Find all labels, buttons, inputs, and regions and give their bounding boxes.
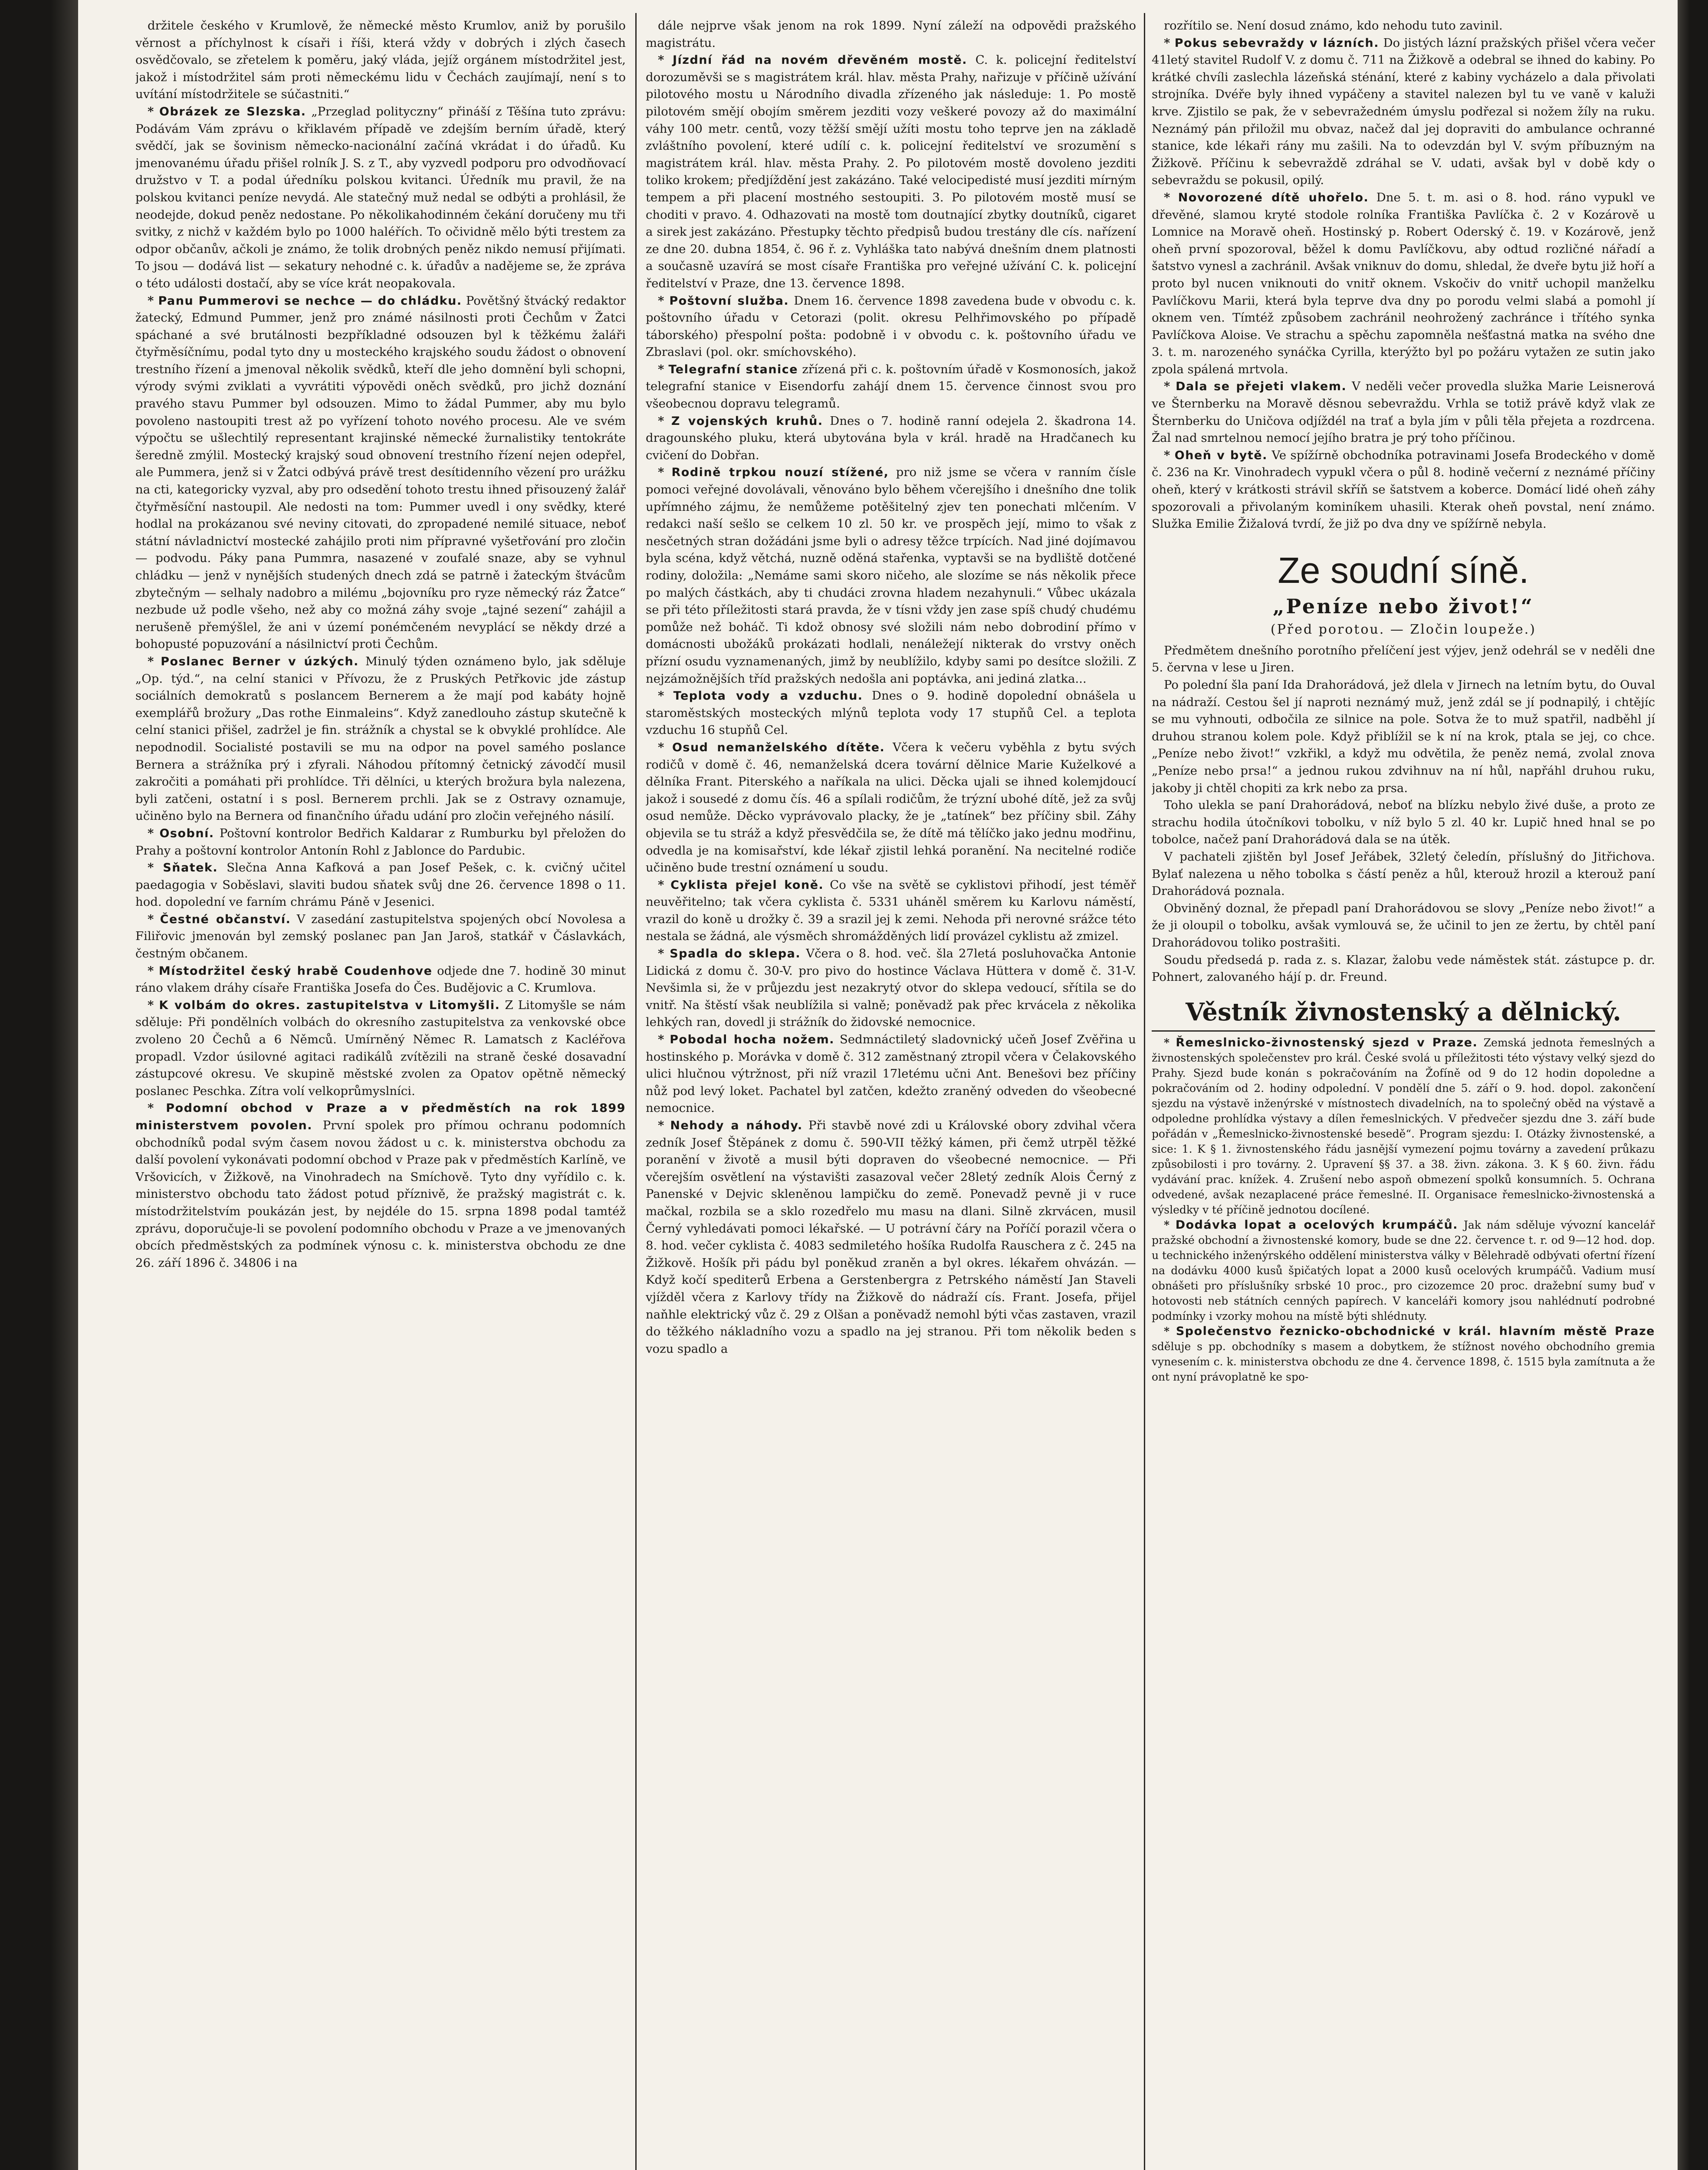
item-title: Panu Pummerovi se nechce — do chládku. [158, 294, 462, 308]
item-title: Řemeslnicko-živnostenský sjezd v Praze. [1176, 1036, 1478, 1049]
item-text: Obviněný doznal, že přepadl paní Drahorádovou se slovy „Peníze nebo život!“ a že ji oloupil o tobolku, avšak vymlouvá se, že učinil to jen ze žertu, by chtěl paní Drahorádovou toliko postrašiti. [1152, 901, 1655, 950]
item-text: Při stavbě nové zdi u Královské obory zdvihal včera zedník Josef Štěpánek z domu č. 590-VII těžký kámen, při čemž utrpěl těžké poranění v životě a musil býti dopraven do všeobecné nemocnice. — Při včerejším osvětlení na výstavišti zasazoval večer 28letý zedník Alois Černý z Panenské v Dejvic skleněnou lampičku do země. Ponevadž pevně ji v ruce mačkal, rozbila se a sklo rozedřelo mu masu na dlani. Silně zkrvácen, musil Černý vyhledávati pomoci lékařské. — U potrávní čáry na Poříčí porazil včera o 8. hod. večer cyklista č. 4083 sedmiletého hošíka Rudolfa Rauschera z č. 245 na Žižkově. Hošík při pádu byl poněkud zraněn a byl okres. lékařem ohvázán. — Když kočí spediterů Erbena a Gerstenbergra z Petrského náměstí Jan Staveli vjížděl včera z Karlovy třídy na Žižkově do nádraží cís. Frant. Josefa, přijel naňhle elektrický vůz č. 29 z Olšan a poněvadž nemohl býti včas zastaven, vrazil do těžkého nákladního vozu a spadlo na jej stranou. Při tom několik beden s vozu spadlo a [646, 1118, 1136, 1356]
paragraph [135, 17, 626, 103]
item-text: Včera k večeru vyběhla z bytu svých rodičů v domě č. 46, nemanželská dcera tovární dělnice Marie Kuželkové a dělníka Frant. Piterského a naříkala na ulici. Děcka ujali se ihned kolemjdoucí jakož i sousedé z domu čís. 46 a spílali rodičům, že trýzní ubohé dítě, jež za svůj osud nemůže. Děcko vyprávovalo placky, že je „tatínek“ bez příčiny sbil. Záhy objevila se tu stráž a když přesvědčila se, že dítě má tělíčko jako jednu modřinu, odvedla je na komisařství, kde lékař zjistil lehká poranění. Na necitelné rodiče učiněno bude trestní oznámení u soudu. [646, 740, 1136, 875]
item-text: Včera o 8. hod. več. šla 27letá posluhovačka Antonie Lidická z domu č. 30-V. pro pivo do hostince Václava Hüttera v domě č. 31-V. Nevšimla si, že v průjezdu jest nezakrytý otvor do sklepa vedoucí, sřítila se do vnitř. Na štěstí však neublížila si valně; poněvadž pak přec krvácela z několika lehkých ran, dovedl ji strážník do židovské nemocnice. [646, 947, 1136, 1029]
item-bullet-star: * [1164, 448, 1175, 462]
news-item [646, 293, 1136, 361]
scan-left-margin [0, 0, 78, 2170]
item-text: V zasedání zastupitelstva spojených obcí Novolesa a Filiřovic jmenován byl zemský poslanec pan Jan Jaroš, statkář v Čáslavkách, čestným občanem. [135, 912, 626, 961]
news-item [646, 945, 1136, 1031]
news-item [1152, 189, 1655, 378]
item-title: Osud nemanželského dítěte. [672, 740, 885, 754]
column-rule [635, 13, 637, 2170]
paragraph [646, 17, 1136, 52]
news-item [135, 997, 626, 1100]
item-text: Dnes o 9. hodině dopolední obnášela u staroměstských mosteckých mlýnů teplota vody 17 stupňů Cel. a teplota vzduchu 16 stupňů Cel. [646, 689, 1136, 737]
item-title: Jízdní řád na novém dřevěném mostě. [672, 53, 968, 67]
item-title: Teplota vody a vzduchu. [673, 689, 863, 703]
item-title: Pokus sebevraždy v lázních. [1174, 36, 1380, 50]
item-bullet-star: * [148, 861, 163, 875]
news-item [1152, 447, 1655, 533]
column-3 [1152, 17, 1655, 2170]
item-bullet-star: * [148, 998, 159, 1012]
item-title: Oheň v bytě. [1174, 448, 1268, 462]
paragraph [1152, 797, 1655, 848]
item-bullet-star: * [658, 414, 671, 428]
item-text: Soudu předsedá p. rada z. s. Klazar, žalobu vede náměstek stát. zástupce p. dr. Pohnert, zalovaného hájí p. dr. Freund. [1152, 953, 1655, 984]
column-2 [646, 17, 1136, 2170]
news-item [1152, 35, 1655, 189]
news-item [135, 859, 626, 911]
item-text: V neděli večer provedla služka Marie Leisnerová ve Šternberku na Moravě děsnou sebevraždu. Vrhla se totiž právě když vlak ze Šternberku do Uničova odjíždél na trať a byla jím v půli těla přejeta a rozdrcena. Žal nad smrtelnou nemocí jejího bratra je prý toho příčinou. [1152, 379, 1655, 445]
news-item [1152, 1035, 1655, 1217]
news-item [1152, 378, 1655, 447]
news-item [646, 1117, 1136, 1358]
item-text: Toho ulekla se paní Drahorádová, neboť na blízku nebylo živé duše, a proto ze strachu hodila útočníkovi tobolku, v níž bylo 5 zl. 40 kr. Lupič hned hnal se po tobolce, načež paní Drahorádová dala se na útěk. [1152, 798, 1655, 847]
article-headline: „Peníze nebo život!“ [1273, 594, 1534, 618]
item-bullet-star: * [148, 104, 160, 118]
news-item [135, 293, 626, 653]
section-heading: Věstník živnostenský a dělnický. [1152, 996, 1655, 1032]
item-text: držitele českého v Krumlově, že německé město Krumlov, aniž by porušilo věrnost a příchylnost k císaři i říši, která vždy v dobrých i zlých časech osvědčovalo, se zřetelem k poměru, jaký vláda, jejíž orgánem místodržitel jest, jakož i místodržitel sám proti německému lidu v Čechách zaujímají, není s to uvítání místodržitele se súčastniti.“ [135, 19, 626, 102]
item-title: Sňatek. [163, 861, 218, 875]
item-bullet-star: * [658, 878, 671, 892]
item-bullet-star: * [148, 912, 160, 926]
paragraph [1152, 642, 1655, 677]
item-title: Poštovní služba. [669, 294, 789, 308]
paragraph [1152, 677, 1655, 797]
item-text: Předmětem dnešního porotního přelíčení jest výjev, jenž odehrál se v neděli dne 5. června v lese u Jiren. [1152, 643, 1655, 675]
news-item [646, 739, 1136, 877]
item-bullet-star: * [148, 293, 158, 308]
item-title: K volbám do okres. zastupitelstva v Litomyšli. [159, 998, 500, 1012]
item-bullet-star: * [658, 465, 672, 480]
section-heading: Ze soudní síně. [1278, 549, 1529, 591]
item-text: Povětšný štvácký redaktor žatecký, Edmund Pummer, jenž pro známé násilnosti proti Čechům v Žatci spáchané a své brutálnosti bezpříkladné odsouzen byl k těžkému žaláři čtyřměsíčnímu, podal tyto dny u mosteckého krajského soudu žádost o obnovení trestního řízení a jmenoval několik svědků, kteří dle jeho domnění byli schopni, výrody svými zviklati a vyvrátiti výpovědi oněch svědků, pro jichž doznání pravého stavu Pummer byl odsouzen. Mimo to žádal Pummer, aby mu bylo povoleno nastoupiti trest až po vyřízení tohoto nového procesu. Ale ve svém výpočtu se ušlechtilý representant krajinské německé žurnalistiky tentokráte šeredně zmýlil. Mostecký krajský soud obnovení trestního řízení nejen odepřel, ale Pummera, jenž si v Žatci odbývá právě trest desítidenního vězení pro urážku na cti, kategoricky vyzval, aby pro odsedění tohoto trestu ihned přisouzený žalář čtyřměsíční nastoupil. Ale nedosti na tom: Pummer uvedl i ony svědky, které hodlal na prokázanou své neviny citovati, do zpropadené nemilé situace, neboť státní návladnictví mostecké zahájilo proti nim přípravné vyšetřování pro zločin — podvodu. Páky pana Pummra, nasazené v zoufalé snaze, aby se vyhnul chládku — jenž v nynějších studených dnech zdá se patrně i žateckým štvácům zbytečným — selhaly nadobro a milému „bojovníku pro ryze německý ráz Žatce“ nezbude už podle všeho, než aby co možná záhy svoje „tajné sezení“ zahájil a nerušeně přemýšlel, že ani v území ponémčeném nevyplácí se někdy drzé a bohopusté popuzování a násilnictví proti Čechům. [135, 293, 626, 651]
column-rule [1144, 13, 1145, 2170]
item-bullet-star: * [658, 362, 669, 376]
item-text: Ve spížírně obchodníka potravinami Josefa Brodeckého v domě č. 236 na Kr. Vinohradech vypukl včera o půl 8. hodině večerní z neznámé příčiny oheň, který v krátkosti strávil skříň se šatstvem a koberce. Domácí lidé oheň záhy spozorovali a přivolaným kominíkem uhasili. Kterak oheň povstal, není známo. Služka Emilie Žižalová tvrdí, že již po dva dny ve spížírně nebyla. [1152, 448, 1655, 531]
item-title: Nehody a náhody. [670, 1119, 803, 1132]
item-title: Dala se přejeti vlakem. [1176, 380, 1347, 394]
news-item [646, 1031, 1136, 1117]
item-text: V pachateli zjištěn byl Josef Jeřábek, 32letý čeledín, příslušný do Jitřichova. Bylať nalezena u něho tobolka s částí peněz a hůl, kterouž hrozil a kterouž paní Drahorádová poznala. [1152, 849, 1655, 898]
item-text: sděluje s pp. obchodníky s masem a dobytkem, že stížnost nového obchodního gremia vynesením c. k. ministerstva obchodu ze dne 4. července 1898, č. 1515 byla zamítnuta a že ont nyní právoplatně ke spo- [1152, 1340, 1655, 1383]
item-bullet-star: * [658, 1118, 670, 1132]
news-item [135, 911, 626, 963]
item-title: Podomní obchod v Praze a v předměstích na rok 1899 ministerstvem povolen. [135, 1101, 626, 1132]
news-item [646, 464, 1136, 687]
item-title: Spadla do sklepa. [670, 947, 801, 961]
paragraph [1152, 848, 1655, 900]
item-bullet-star: * [1164, 190, 1178, 204]
item-bullet-star: * [1164, 1325, 1176, 1338]
news-item [1152, 1324, 1655, 1384]
article-kicker: (Před porotou. — Zločin loupeže.) [1271, 621, 1536, 637]
news-item [135, 103, 626, 293]
item-bullet-star: * [1164, 379, 1176, 394]
item-text: Dnes o 7. hodině ranní odejela 2. škadrona 14. dragounského pluku, která ubytována byla v král. hradě na Hradčanech ku cvičení do Dobřan. [646, 414, 1136, 462]
item-text: Slečna Anna Kafková a pan Josef Pešek, c. k. cvičný učitel paedagogia v Soběslavi, slaviti budou sňatek svůj dne 26. července 1898 o 11. hod. dopolední ve farním chrámu Páně v Jesenici. [135, 861, 626, 909]
news-item [135, 963, 626, 997]
item-title: Místodržitel český hrabě Coudenhove [158, 964, 433, 978]
item-text: První spolek pro přímou ochranu podomních obchodníků podal svým časem novou žádost u c. k. ministerstva obchodu za další povolení vykonávati podomní obchod v Praze pak v předměstích Karlíně, ve Vršovicích, v Žižkově, na Vinohradech na Smíchově. Tyto dny vyřídilo c. k. ministerstvo obchodu tato žádost potud příznivě, že pražský magistrát c. k. místodržitelstvím poukázán jest, by nejdéle do 15. srpna 1898 podal tamtéž zprávu, doporučuje-li se povolení podomního obchodu v Praze a ve jmenovaných obcích předměstských za podmínek výnosu c. k. ministerstva obchodu ze dne 26. září 1896 č. 34806 i na [135, 1118, 626, 1270]
news-item [646, 877, 1136, 945]
item-title: Cyklista přejel koně. [670, 878, 824, 892]
item-text: zřízená při c. k. poštovním úřadě v Kosmonosích, jakož telegrafní stanice v Eisendorfu zahájí dnem 15. července činnost svou pro všeobecnou dopravu telegramů. [646, 362, 1136, 411]
news-item [1152, 1217, 1655, 1324]
scan-right-margin [1678, 0, 1708, 2170]
item-text: rozřítilo se. Není dosud známo, kdo nehodu tuto zavinil. [1164, 19, 1503, 33]
item-title: Společenstvo řeznicko-obchodnické v král. hlavním městě Praze [1176, 1324, 1655, 1338]
item-text: dále nejprve však jenom na rok 1899. Nyní záleží na odpovědi pražského magistrátu. [646, 19, 1136, 50]
item-title: Poslanec Berner v úzkých. [161, 654, 359, 668]
item-text: Sedmnáctiletý sladovnický učeň Josef Zvěřina u hostinského p. Morávka v domě č. 312 zaměstnaný ztropil včera v Čelakovského ulici hlučnou výtržnost, při níž vrazil 17letému učni Ant. Benešovi bez příčiny nůž pod levý loket. Pachatel byl zatčen, kdežto zraněný odveden do všeobecné nemocnice. [646, 1032, 1136, 1115]
paragraph [1152, 952, 1655, 986]
item-bullet-star: * [658, 947, 670, 961]
item-title: Novorozené dítě uhořelo. [1178, 191, 1369, 204]
news-item [135, 653, 626, 825]
news-item [135, 1100, 626, 1272]
item-title: Čestné občanství. [160, 912, 291, 926]
item-title: Pobodal hocha nožem. [670, 1033, 835, 1047]
news-item [646, 361, 1136, 413]
item-title: Obrázek ze Slezska. [159, 105, 306, 118]
item-text: pro niž jsme se včera v ranním čísle pomoci veřejné dovolávali, věnováno bylo během včerejšího i dnešního dne tolik upřímného zájmu, že nemůžeme potěšitelný zjev ten ponechati mlčením. V redakci naší sešlo se celkem 10 zl. 50 kr. ve prospěch její, mimo to však z nesčetných stran dožádáni jsme byli o adresy těžce trpících. Nad jiné dojímavou byla scéna, když větchá, nuzně oděná stařenka, vyptavši se na bydliště dotčené rodiny, doložila: „Nemáme sami skoro ničeho, ale slozíme se nás několik přece po malých částkách, aby ti chudáci zrovna hladem nezahynuli.“ Vůbec ukázala se při této příležitosti stará pravda, že v tísni vždy jen zase spíš chudý chudému pomůže než boháč. Ti kdož obnosy své složili nám nebo dobrodiní přímo v domácnosti ubožáků prokázati hodlali, nenáležejí nikterak do vrstvy oněch přízní osudu vyznamenaných, jimž by neublížilo, kdyby sami po desítce složili. Z nejzámožnějších tříd pražských nedošla ani poptávka, ani jediná zlatka... [646, 465, 1136, 686]
item-text: C. k. policejní ředitelství dorozuměvši se s magistrátem král. hlav. města Prahy, nařizuje v příčině užívání pilotového mostu u Národního divadla zřízeného jak následuje: 1. Po mostě pilotovém smějí obojím směrem jezditi vozy veškeré povozy až do maximální váhy 100 metr. centů, vozy těžší smějí užíti mostu toho teprve jen na základě zvláštního povolení, které udílí c. k. policejní ředitelství ve srozumění s magistrátem král. hlav. města Prahy. 2. Po pilotovém mostě dovoleno jezditi toliko krokem; předjíždění jest zakázáno. Také velocipedisté musí jezditi mírným tempem a při placení mostného sestoupiti. 3. Po pilotovém mostě musí se choditi v pravo. 4. Odhazovati na mostě tom doutnající zbytky doutníků, cigaret a sirek jest zakázáno. Přestupky těchto předpisů budou trestány dle cís. nařízení ze dne 20. dubna 1854, č. 96 ř. z. Vyhláška tato nabývá dnešním dnem platnosti a současně uzavírá se most císaře Františka pro veřejné užívání C. k. policejní ředitelství v Praze, dne 13. července 1898. [646, 53, 1136, 290]
item-text: Z Litomyšle se nám sděluje: Při pondělních volbách do okresního zastupitelstva za venkovské obce zvoleno 20 Čechů a 6 Němců. Umírněný Němec R. Lamatsch z Kacléřova propadl. Vzdor úsilovné agitaci radikálů zvítězili na straně české dosavadní zástupcové okresu. Ve skupině městské zvolen za Opatov opětně německý poslanec Peschka. Zítra volí velkoprůmyslníci. [135, 998, 626, 1098]
item-bullet-star: * [148, 826, 160, 840]
item-bullet-star: * [658, 689, 673, 703]
item-text: odjede dne 7. hodině 30 minut ráno vlakem dráhy císaře Františka Josefa do Čes. Budějovic a C. Krumlova. [135, 963, 626, 995]
item-bullet-star: * [148, 1101, 166, 1115]
paragraph [1152, 900, 1655, 952]
item-bullet-star: * [658, 740, 672, 754]
item-text: Do jistých lázní pražských přišel včera večer 41letý stavitel Rudolf V. z domu č. 711 na Žižkově a odebral se ihned do kabiny. Po krátké chvíli zaslechla lázeňská sténání, které z kabiny vycházelo a dala přivolati strojníka. Dvéře byly ihned vypáčeny a stavitel nalezen byl tu ve vaně v kaluži krve. Zjistilo se pak, že v sebevražedném úmyslu podřezal si nožem žíly na ruku. Neznámý pán přiložil mu obvaz, načež dal jej dopraviti do ambulance ochranné stanice, kde lékaři rány mu zašili. Na to odevzdán byl V. svým příbuzným na Žižkově. Příčinu k sebevraždě zdráhal se V. udati, avšak byl v době kdy o sebevraždu se pokusil, opilý. [1152, 36, 1655, 187]
item-bullet-star: * [658, 53, 673, 67]
news-item [646, 687, 1136, 739]
item-title: Telegrafní stanice [668, 362, 798, 376]
item-text: Poštovní kontrolor Bedřich Kaldarar z Rumburku byl přeložen do Prahy a poštovní kontrolor Antonín Rohl z Jablonce do Pardubic. [135, 826, 626, 858]
item-bullet-star: * [148, 654, 161, 668]
item-text: Jak nám sděluje vývozní kancelář pražské obchodní a živnostenské komory, bude se dne 22. července t. r. od 9—12 hod. dop. u technického inženýrského oddělení ministerstva války v Bělehradě odbývati ofertní řízení na dodávku 4000 kusů špičatých lopat a 2000 kusů ocelových krumpáčů. Vadium musí obnášeti pro příslušníky srbské 10 proc., pro cizozemce 20 proc. dražební sumy buď v hotovosti neb státních cenných papírech. V kanceláři komory jsou nahlédnutí podrobné podmínky i vzorky mohou na místě býti shlédnuty. [1152, 1218, 1655, 1322]
item-text: Zemská jednota řemeslných a živnostenských společenstev pro král. České svolá u příležitosti této výstavy velký sjezd do Prahy. Sjezd bude konán s pokračováním na Žofíně od 9 do 12 hodin dopoledne a pokračováním od 2. hodiny odpolední. V pondělí dne 5. září o 9. hod. dopol. zakončení sjezdu na výstavě inženýrské v místnostech divadelních, na to společný oběd na výstavě a odpoledne prohlídka výstavy a dílen řemeslnických. V předvečer sjezdu dne 3. září bude pořádán v „Řemeslnicko-živnostenské besedě“. Program sjezdu: I. Otázky živnostenské, a sice: 1. K § 1. živnostenského řádu jasnější vymezení pojmu továrny a zavedení průkazu způsobilosti i pro továrny. 2. Upravení §§ 37. a 38. živn. zákona. 3. K § 60. živn. řádu vydávání prac. knížek. 4. Zrušení nebo aspoň obmezení spolků konsumních. 5. Ochrana odvedené, avšak nezaplacené práce řemeslné. II. Organisace řemeslnicko-živnostenská a výsledky v té příčině jednotou docílené. [1152, 1036, 1655, 1216]
item-bullet-star: * [658, 293, 670, 308]
item-text: Minulý týden oznámeno bylo, jak sděluje „Op. týd.“, na celní stanici v Přívozu, že z Pruských Petřkovic jde zástup sociálních demokratů s poslancem Bernerem a že mají pod kabáty hojně exemplářů brožury „Das rothe Einmaleins“. Když zanedlouho zástup skutečně k celní stanici přišel, zadržel je fin. strážník a chystal se k obvyklé prohlídce. Ale nepodnodil. Socialisté postavili se mu na odpor na povel samého poslance Bernera a strážníka prý i zfyrali. Náhodou přítomný četnický závodčí musil zakročiti a pomáhati při prohlídce. Tři dělníci, u kterých brožura byla nalezena, byli zatčeni, ostatní i s posl. Bernerem prchli. Jak se z Ostravy oznamuje, učiněno bylo na Bernera od finančního úřadu udání pro zločin veřejného násilí. [135, 654, 626, 823]
item-title: Z vojenských kruhů. [671, 414, 823, 428]
item-bullet-star: * [1164, 1218, 1176, 1231]
item-text: Dnem 16. července 1898 zavedena bude v obvodu c. k. poštovního úřadu v Cetorazi (polit. okresu Pelhřimovského po případě táborského) přespolní pošta: podobně i v obvodu c. k. poštovního úřadu ve Zbraslavi (pol. okr. smíchovského). [646, 293, 1136, 359]
item-bullet-star: * [148, 963, 159, 978]
item-title: Osobní. [159, 826, 214, 840]
item-bullet-star: * [658, 1032, 670, 1047]
item-text: Co vše na světě se cyklistovi přihodí, jest téměř neuvěřitelno; tak včera cyklista č. 5331 uháněl směrem ku Karlovu náměstí, vrazil do koně u drožky č. 39 a srazil jej k zemi. Nehoda při nerovné srážce této nestala se žádná, ale výsměch shromážděných lidí provázel cyklistu až zmizel. [646, 878, 1136, 944]
item-bullet-star: * [1164, 1036, 1176, 1049]
news-item [646, 52, 1136, 292]
paragraph [1152, 17, 1655, 35]
column-1 [135, 17, 626, 2170]
item-text: Dne 5. t. m. asi o 8. hod. ráno vypukl ve dřevěné, slamou kryté stodole rolníka Františka Pavlíčka č. 2 v Kozárově u Lomnice na Moravě oheň. Hostinský p. Robert Oderský č. 19. v Kozárově, jenž oheň první spozoroval, běžel k domu Pavlíčkovu, aby odtud rozličné nářadí a šatstvo vynesl a zachránil. Avšak vniknuv do domu, shledal, že dveře bytu již hoří a proto byl nucen vniknouti do vnitř oknem. Vskočiv do vnitř uchopil manželku Pavlíčkovu Marii, která byla teprve dva dny po porodu velmi slabá a pomohl jí oknem ven. Tímtéž způsobem zachránil neohrožený zachránce i třítého synka Pavlíčkova Aloise. Ve strachu a spěchu zapomněla nešťastná matka na svého dne 3. t. m. narozeného synáčka Cyrilla, kterýžto byl po požáru vytažen ze sutin jako zpola spálená mrtvola. [1152, 190, 1655, 376]
item-title: Dodávka lopat a ocelových krumpáčů. [1175, 1218, 1458, 1232]
item-bullet-star: * [1164, 36, 1175, 50]
item-text: „Przeglad polityczny“ přináší z Těšína tuto zprávu: Podávám Vám zprávu o křiklavém případě ve zdejším berním úřadě, který svědčí, jak se šovinism německo-nacionální začíná vkrádat i do úřadů. Ku jmenovanému úřadu přišel rolník J. S. z T., aby vyzvedl podporu pro odvodňovací družstvo v T. a podal úředníku polskou kvitanci. Úředník mu pravil, že na polskou kvitanci peníze nevydá. Ale statečný muž nedal se odbýti a prohlásil, že neodejde, dokud peněz nedostane. Po několikahodinném čekání doručeny mu tři svitky, z nichž v každém bylo po 1000 haléřích. To očividně mělo býti trestem za odpor občanův, ačkoli je známo, že tolik drobných peněz nikdo nemusí přijímati. To jsou — dodává list — sekatury nehodné c. k. úřadův a nadějeme se, že zpráva o této události dostačí, aby se více krát neopakovala. [135, 104, 626, 290]
item-title: Rodině trpkou nouzí stížené, [671, 466, 889, 480]
news-item [646, 413, 1136, 464]
news-item [135, 825, 626, 859]
item-text: Po polední šla paní Ida Drahorádová, jež dlela v Jirnech na letním bytu, do Ouval na nádraží. Cestou šel jí naproti neznámý muž, jenž zdál se jí podnapilý, i chtějíc se mu vyhnouti, odbočila ze silnice na pole. Sotva že to muž spatřil, nadběhl jí druhou stranou kolem pole. Když přiblížil se k ní na krok, ptala se jej, co chce. „Peníze nebo život!“ vzkřikl, a když mu odvětila, že peněz nemá, zvolal znova „Peníze nebo prsa!“ a jednou rukou zdvihnuv na ní hůl, napřáhl druhou ruku, jakoby ji chtěl chopiti za krk nebo za prsa. [1152, 678, 1655, 795]
